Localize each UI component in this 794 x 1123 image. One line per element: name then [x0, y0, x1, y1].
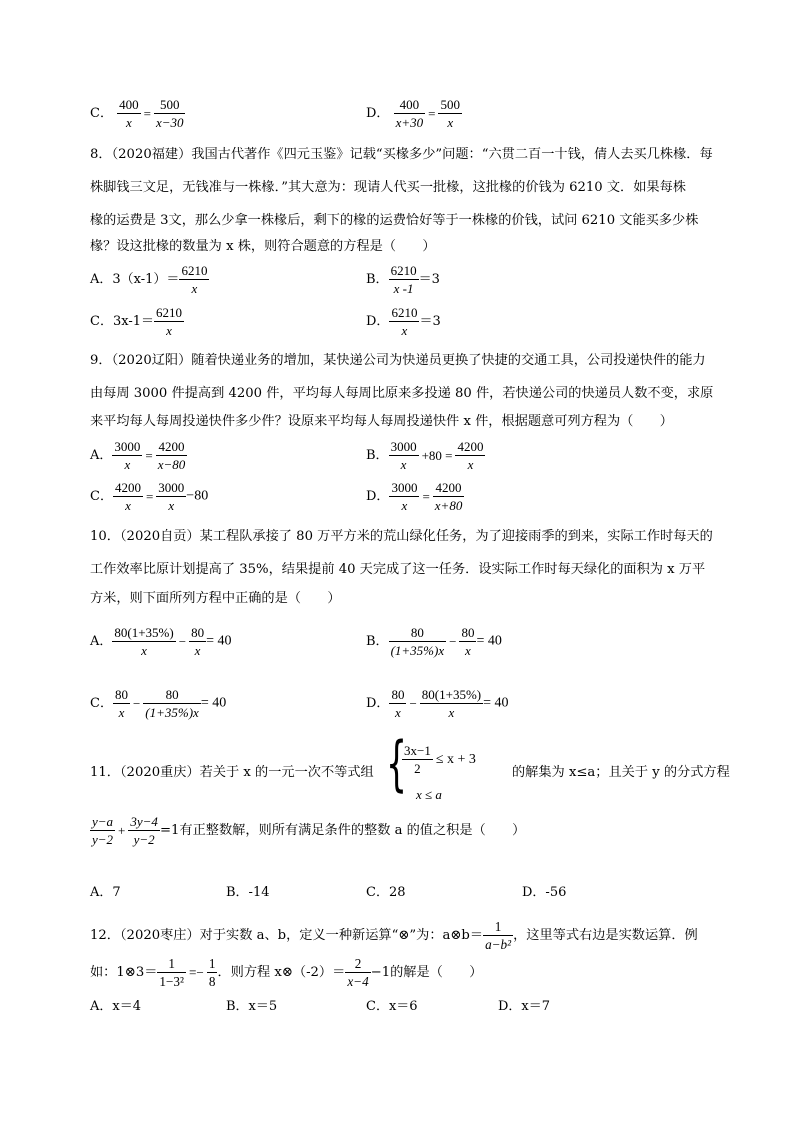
q10-line-1: 10．（2020自贡）某工程队承接了 80 万平方米的荒山绿化任务，为了迎接雨季的到来，实际工作时每天的 — [90, 529, 713, 544]
q7-option-c: C． $\frac{400}{x}$ = $\frac{500}{x-30}$ — [90, 97, 184, 130]
q10-line-3: 方米，则下面所列方程中正确的是（ ） — [90, 591, 341, 606]
brace-icon: { — [386, 729, 408, 799]
q12-line-2: 如：1⊗3＝ $\frac{1}{\text{1−3²}}$ =− $\frac{1}{8}$ ．则方程 x⊗（-2）＝ $\frac{2}{x-4}$ −1的解是（ ） — [90, 956, 483, 990]
q12-option-c: C．x＝6 — [366, 999, 418, 1014]
q8-option-d: D． $\frac{6210}{x}$ ＝3 — [366, 305, 441, 338]
q11-option-c: C．28 — [366, 885, 406, 900]
q8-option-c: C．3x-1＝ $\frac{6210}{x}$ — [90, 305, 182, 338]
q9-option-a: A． $\frac{3000}{x}$ = $\frac{4200}{x-80}$ — [90, 439, 186, 472]
q9-line-3: 来平均每人每周投递快件多少件？设原来平均每人每周投递快件 x 件，根据题意可列方程为（ ） — [90, 414, 673, 429]
q9-option-b: B． $\frac{3000}{x}$ +80 = $\frac{4200}{x}$ — [366, 439, 484, 472]
q8-line-2: 株脚钱三文足，无钱准与一株椽．”其大意为：现请人代买一批椽，这批椽的价钱为 6210 文．如果每株 — [90, 180, 686, 195]
q8-option-b: B． $\frac{6210}{x -1}$ ＝3 — [366, 263, 440, 296]
q11-option-d: D．-56 — [522, 885, 567, 900]
q7-option-d: D． $\frac{400}{x+30}$ = $\frac{500}{x}$ — [366, 97, 460, 130]
q11-option-a: A．7 — [90, 885, 121, 900]
q11-option-b: B．-14 — [226, 885, 270, 900]
q10-option-b: B． $\frac{80}{(1+35\%)x}$ − $\frac{80}{x}$ = 40 — [366, 625, 502, 658]
q12-option-d: D．x＝7 — [498, 999, 551, 1014]
q11-line-1-post: 的解集为 x≤a；且关于 y 的分式方程 — [512, 765, 730, 780]
q9-option-d: D． $\frac{3000}{x}$ = $\frac{4200}{x+80}$ — [366, 480, 463, 513]
q10-option-d: D． $\frac{80}{x}$ − $\frac{80(1+35\%)}{x}$ = 40 — [366, 687, 509, 720]
q10-line-2: 工作效率比原计划提高了 35%，结果提前 40 天完成了这一任务．设实际工作时每天绿化的面积为 x 万平 — [90, 562, 706, 577]
q12-line-1: 12．（2020枣庄）对于实数 a、b，定义一种新运算“⊗”为：a⊗b＝ $\frac{1}{\text{a−b²}}$ ，这里等式右边是实数运算．例 — [90, 919, 698, 953]
q12-option-a: A．x＝4 — [90, 999, 141, 1014]
q8-line-4: 椽？设这批椽的数量为 x 株，则符合题意的方程是（ ） — [90, 239, 436, 254]
q12-option-b: B．x＝5 — [226, 999, 278, 1014]
q9-line-1: 9．（2020辽阳）随着快递业务的增加，某快递公司为快递员更换了快捷的交通工具，公司投递快件的能力 — [90, 353, 706, 368]
q9-line-2: 由每周 3000 件提高到 4200 件，平均每人每周比原来多投递 80 件，若快递公司的快递员人数不变，求原 — [90, 386, 714, 401]
q10-option-c: C． $\frac{80}{x}$ − $\frac{80}{(1+35\%)x}$ = 40 — [90, 687, 227, 720]
q8-line-1: 8．（2020福建）我国古代著作《四元玉鉴》记载“买椽多少”问题：“六贯二百一十钱，倩人去买几株椽．每 — [90, 147, 713, 162]
q8-line-3: 椽的运费是 3文，那么少拿一株椽后，剩下的椽的运费恰好等于一株椽的价钱，试问 6210 文能买多少株 — [90, 213, 699, 228]
q9-option-c: C． $\frac{4200}{x}$ = $\frac{3000}{x}$ −80 — [90, 480, 209, 513]
document-page: C． $\frac{400}{x}$ = $\frac{500}{x-30}$ D． $\frac{400}{x+30}$ = $\frac{500}{x}$ 8．（2020福建）我国古代著作《四元玉鉴》记载“买椽多少”问题：“六贯二百一十钱，倩人去买几株椽．每 株脚钱三文足，无钱准与一株椽．”其大意为：现请人代买一批椽，这批椽的价钱为 6210 文．如果每株 椽的运费是 3文，那么少拿一株椽后，剩下的椽的运费恰好等于一株椽的价钱，试问 6210 文能买多少株 椽？设这批椽的数量为 x 株，则符合题意的方程是（ ） A．3（x-1）＝ $\frac{6210}{x}$ B． $\frac{6210}{x -1}$ ＝3 C．3x-1＝ $\frac{6210}{x}$ D． $\frac{6210}{x}$ ＝3 9．（2020辽阳）随着快递业务的增加，某快递公司为快递员更换了快捷的交通工具，公司投递快件的能力 由每周 3000 件提高到 4200 件，平均每人每周比原来多投递 80 件，若快递公司的快递员人数不变，求原 来平均每人每周投递快件多少件？设原来平均每人每周投递快件 x 件，根据题意可列方程为（ ） A． $\frac{3000}{x}$ = $\frac{4200}{x-80}$ B． $\frac{3000}{x}$ +80 = $\frac{4200}{x}$ C． $\frac{4200}{x}$ = $\frac{3000}{x}$ −80 D． $\frac{3000}{x}$ = $\frac{4200}{x+80}$ 10．（2020自贡）某工程队承接了 80 万平方米的荒山绿化任务，为了迎接雨季的到来，实际工作时每天的 工作效率比原计划提高了 35%，结果提前 40 天完成了这一任务．设实际工作时每天绿化的面积为 x 万平 方米，则下面所列方程中正确的是（ ） A． $\frac{80(1+35\%)}{x}$ − $\frac{80}{x}$ = 40 B． $\frac{80}{(1+35\%)x}$ − $\frac{80}{x}$ = 40 C． $\frac{80}{x}$ − $\frac{80}{(1+35\%)x}$ = 40 D． $\frac{80}{x}$ − $\frac{80(1+35\%)}{x}$ = 40 11．（2020重庆）若关于 x 的一元一次不等式组 { $\frac{3x-1}{2}$ ≤ x + 3 x ≤ a 的解集为 x≤a；且关于 y 的分式方程 $\frac{y-a}{y-2}$ + $\frac{3y-4}{y-2}$ =1有正整数解，则所有满足条件的整数 a 的值之积是（ ） A．7 B．-14 C．28 D．-56 12．（2020枣庄）对于实数 a、b，定义一种新运算“⊗”为：a⊗b＝ $\frac{1}{\text{a−b²}}$ ，这里等式右边是实数运算．例 如：1⊗3＝ $\frac{1}{\text{1−3²}}$ =− $\frac{1}{8}$ ．则方程 x⊗（-2）＝ $\frac{2}{x-4}$ −1的解是（ ） A．x＝4 B．x＝5 C．x＝6 D．x＝7 — [90, 97, 730, 1014]
q11-line-1-pre: 11．（2020重庆）若关于 x 的一元一次不等式组 — [90, 765, 374, 780]
q10-option-a: A． $\frac{80(1+35\%)}{x}$ − $\frac{80}{x}$ = 40 — [90, 625, 232, 658]
q8-option-a: A．3（x-1）＝ $\frac{6210}{x}$ — [90, 263, 208, 296]
q11-equation-line: $\frac{y-a}{y-2}$ + $\frac{3y-4}{y-2}$ =1有正整数解，则所有满足条件的整数 a 的值之积是（ ） — [92, 814, 526, 847]
